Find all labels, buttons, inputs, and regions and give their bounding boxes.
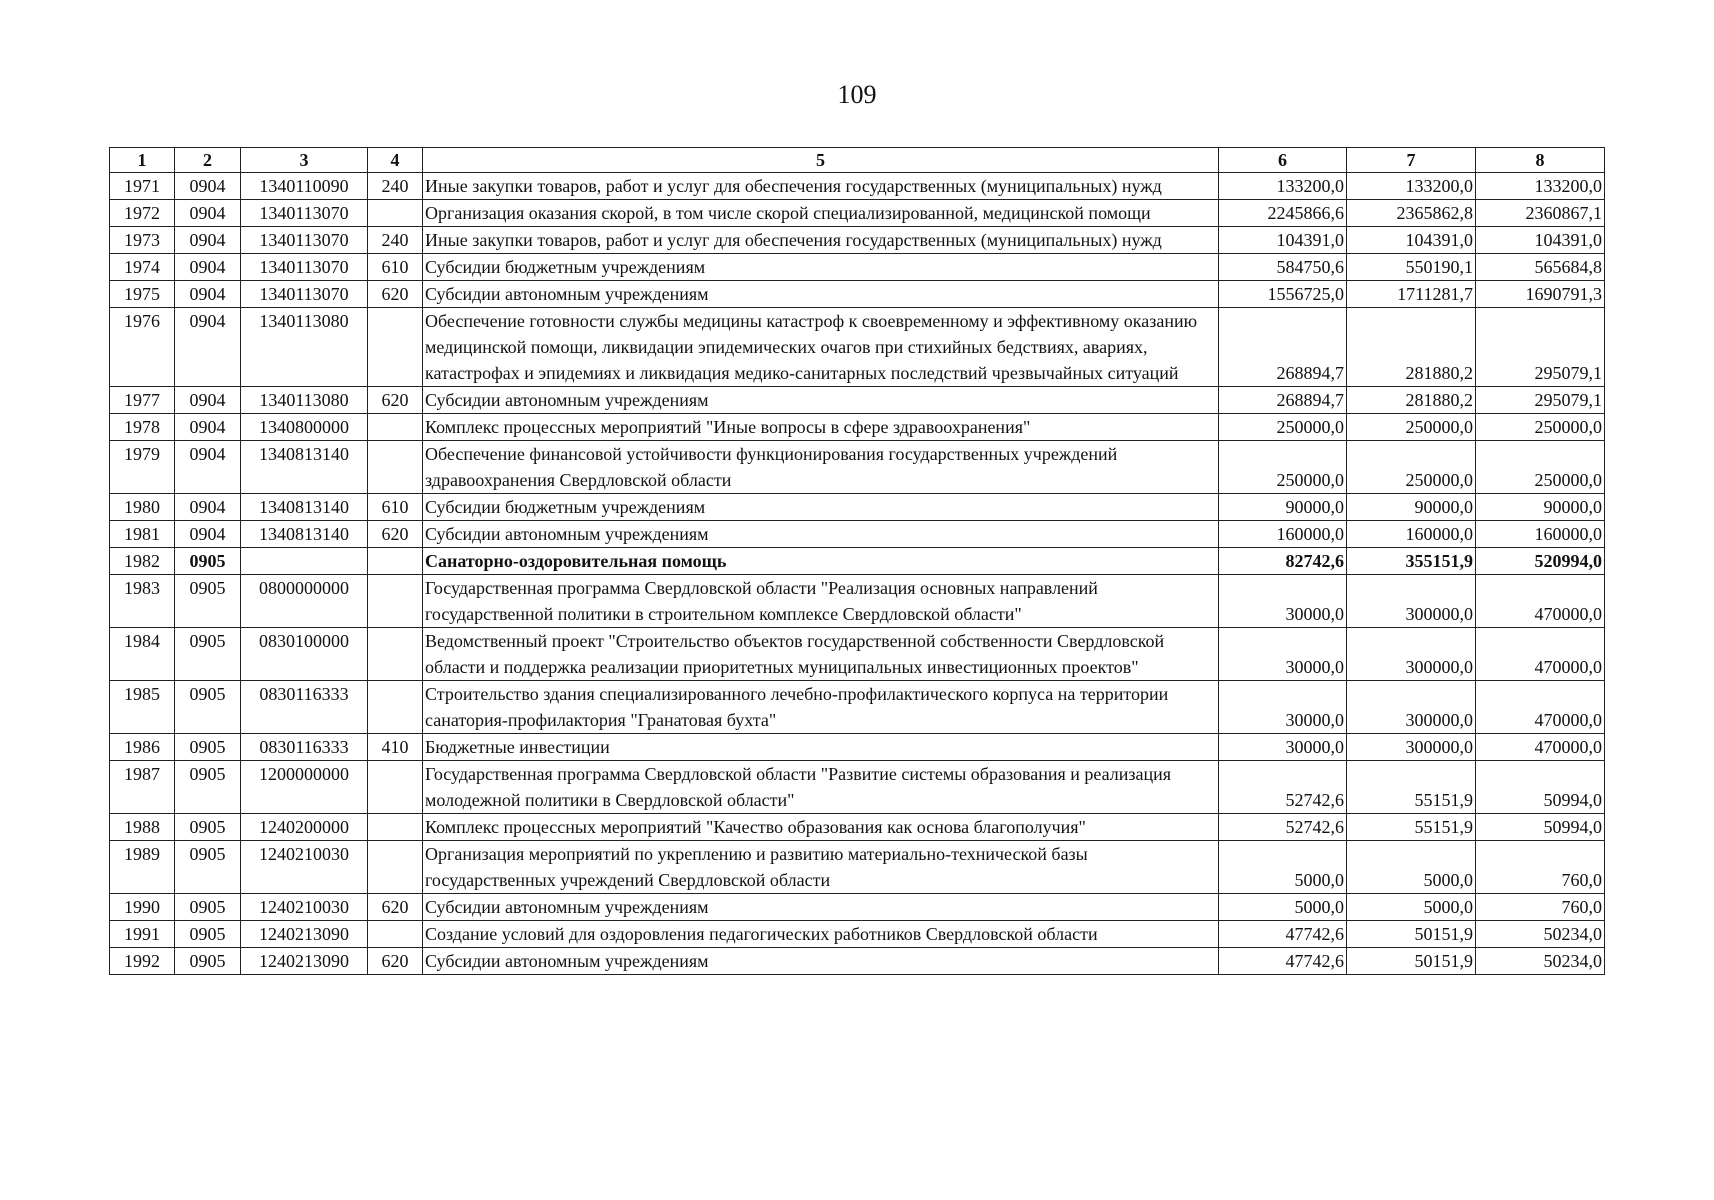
header-cell: 2 bbox=[175, 148, 241, 173]
description-cell: Государственная программа Свердловской области "Реализация основных направлений государственной политики в строительном комплексе Свердловской области" bbox=[423, 575, 1219, 628]
expense-type-cell: 620 bbox=[368, 281, 423, 308]
expense-type-cell bbox=[368, 628, 423, 681]
amount-col8-cell: 2360867,1 bbox=[1476, 200, 1605, 227]
row-number-cell: 1971 bbox=[110, 173, 175, 200]
target-code-cell: 1340113070 bbox=[241, 281, 368, 308]
amount-col8-cell: 250000,0 bbox=[1476, 441, 1605, 494]
amount-col7-cell: 5000,0 bbox=[1347, 841, 1476, 894]
amount-col8-cell: 50994,0 bbox=[1476, 761, 1605, 814]
header-cell: 6 bbox=[1219, 148, 1347, 173]
amount-col7-cell: 281880,2 bbox=[1347, 308, 1476, 387]
section-code-cell: 0905 bbox=[175, 548, 241, 575]
amount-col6-cell: 47742,6 bbox=[1219, 948, 1347, 975]
amount-col6-cell: 5000,0 bbox=[1219, 894, 1347, 921]
amount-col6-cell: 30000,0 bbox=[1219, 681, 1347, 734]
amount-col8-cell: 760,0 bbox=[1476, 841, 1605, 894]
header-row bbox=[110, 148, 1605, 173]
amount-col8-cell: 470000,0 bbox=[1476, 681, 1605, 734]
section-code-cell: 0905 bbox=[175, 814, 241, 841]
row-number-cell: 1977 bbox=[110, 387, 175, 414]
section-code-cell: 0905 bbox=[175, 575, 241, 628]
target-code-cell: 1240200000 bbox=[241, 814, 368, 841]
target-code-cell: 1200000000 bbox=[241, 761, 368, 814]
expense-type-cell: 620 bbox=[368, 387, 423, 414]
expense-type-cell bbox=[368, 414, 423, 441]
description-cell: Организация оказания скорой, в том числе скорой специализированной, медицинской помощи bbox=[423, 200, 1219, 227]
amount-col7-cell: 104391,0 bbox=[1347, 227, 1476, 254]
table-row bbox=[110, 575, 1605, 628]
target-code-cell: 1340800000 bbox=[241, 414, 368, 441]
expense-type-cell: 410 bbox=[368, 734, 423, 761]
description-cell: Субсидии автономным учреждениям bbox=[423, 948, 1219, 975]
expense-type-cell: 620 bbox=[368, 521, 423, 548]
expense-type-cell bbox=[368, 681, 423, 734]
target-code-cell: 1340113070 bbox=[241, 227, 368, 254]
expense-type-cell: 620 bbox=[368, 894, 423, 921]
amount-col6-cell: 30000,0 bbox=[1219, 734, 1347, 761]
description-cell: Субсидии бюджетным учреждениям bbox=[423, 254, 1219, 281]
amount-col6-cell: 82742,6 bbox=[1219, 548, 1347, 575]
header-cell: 7 bbox=[1347, 148, 1476, 173]
row-number-cell: 1982 bbox=[110, 548, 175, 575]
header-cell: 1 bbox=[110, 148, 175, 173]
row-number-cell: 1972 bbox=[110, 200, 175, 227]
section-code-cell: 0904 bbox=[175, 308, 241, 387]
page-number: 109 bbox=[837, 80, 877, 109]
description-cell: Государственная программа Свердловской области "Развитие системы образования и реализация молодежной политики в Свердловской области" bbox=[423, 761, 1219, 814]
target-code-cell: 1340813140 bbox=[241, 494, 368, 521]
table-row bbox=[110, 227, 1605, 254]
expense-type-cell: 620 bbox=[368, 948, 423, 975]
section-code-cell: 0905 bbox=[175, 628, 241, 681]
section-code-cell: 0904 bbox=[175, 281, 241, 308]
amount-col6-cell: 52742,6 bbox=[1219, 814, 1347, 841]
amount-col7-cell: 300000,0 bbox=[1347, 628, 1476, 681]
description-cell: Обеспечение финансовой устойчивости функционирования государственных учреждений здравоохранения Свердловской области bbox=[423, 441, 1219, 494]
table-row bbox=[110, 841, 1605, 894]
table-row bbox=[110, 548, 1605, 575]
row-number-cell: 1974 bbox=[110, 254, 175, 281]
amount-col8-cell: 90000,0 bbox=[1476, 494, 1605, 521]
description-cell: Строительство здания специализированного лечебно-профилактического корпуса на территории санатория-профилактория "Гранатовая бухта" bbox=[423, 681, 1219, 734]
section-code-cell: 0905 bbox=[175, 921, 241, 948]
section-code-cell: 0905 bbox=[175, 948, 241, 975]
section-code-cell: 0904 bbox=[175, 494, 241, 521]
amount-col7-cell: 133200,0 bbox=[1347, 173, 1476, 200]
expense-type-cell: 610 bbox=[368, 494, 423, 521]
amount-col6-cell: 104391,0 bbox=[1219, 227, 1347, 254]
table-row bbox=[110, 521, 1605, 548]
target-code-cell: 0830100000 bbox=[241, 628, 368, 681]
expense-type-cell: 240 bbox=[368, 227, 423, 254]
description-cell: Субсидии автономным учреждениям bbox=[423, 894, 1219, 921]
amount-col6-cell: 250000,0 bbox=[1219, 441, 1347, 494]
description-cell: Субсидии бюджетным учреждениям bbox=[423, 494, 1219, 521]
expense-type-cell bbox=[368, 761, 423, 814]
description-cell: Комплекс процессных мероприятий "Качество образования как основа благополучия" bbox=[423, 814, 1219, 841]
expense-type-cell: 610 bbox=[368, 254, 423, 281]
header-cell: 4 bbox=[368, 148, 423, 173]
section-code-cell: 0905 bbox=[175, 761, 241, 814]
row-number-cell: 1988 bbox=[110, 814, 175, 841]
amount-col7-cell: 50151,9 bbox=[1347, 948, 1476, 975]
expense-type-cell bbox=[368, 921, 423, 948]
table-row bbox=[110, 948, 1605, 975]
amount-col7-cell: 550190,1 bbox=[1347, 254, 1476, 281]
section-code-cell: 0905 bbox=[175, 734, 241, 761]
section-code-cell: 0904 bbox=[175, 414, 241, 441]
amount-col6-cell: 2245866,6 bbox=[1219, 200, 1347, 227]
section-code-cell: 0904 bbox=[175, 387, 241, 414]
budget-table bbox=[109, 147, 1605, 975]
row-number-cell: 1987 bbox=[110, 761, 175, 814]
section-code-cell: 0904 bbox=[175, 521, 241, 548]
amount-col6-cell: 133200,0 bbox=[1219, 173, 1347, 200]
expense-type-cell bbox=[368, 308, 423, 387]
row-number-cell: 1983 bbox=[110, 575, 175, 628]
amount-col6-cell: 1556725,0 bbox=[1219, 281, 1347, 308]
section-code-cell: 0904 bbox=[175, 200, 241, 227]
amount-col8-cell: 565684,8 bbox=[1476, 254, 1605, 281]
target-code-cell: 0830116333 bbox=[241, 734, 368, 761]
expense-type-cell bbox=[368, 441, 423, 494]
amount-col6-cell: 30000,0 bbox=[1219, 628, 1347, 681]
description-cell: Создание условий для оздоровления педагогических работников Свердловской области bbox=[423, 921, 1219, 948]
expense-type-cell: 240 bbox=[368, 173, 423, 200]
amount-col8-cell: 470000,0 bbox=[1476, 734, 1605, 761]
row-number-cell: 1979 bbox=[110, 441, 175, 494]
target-code-cell: 1240213090 bbox=[241, 948, 368, 975]
target-code-cell: 1340113080 bbox=[241, 308, 368, 387]
table-row bbox=[110, 308, 1605, 387]
amount-col8-cell: 50234,0 bbox=[1476, 948, 1605, 975]
target-code-cell: 0800000000 bbox=[241, 575, 368, 628]
amount-col7-cell: 1711281,7 bbox=[1347, 281, 1476, 308]
table-row bbox=[110, 387, 1605, 414]
description-cell: Ведомственный проект "Строительство объектов государственной собственности Свердловской области и поддержка реализации приоритетных муниципальных инвестиционных проектов" bbox=[423, 628, 1219, 681]
amount-col8-cell: 133200,0 bbox=[1476, 173, 1605, 200]
target-code-cell: 0830116333 bbox=[241, 681, 368, 734]
target-code-cell: 1340113070 bbox=[241, 254, 368, 281]
amount-col7-cell: 300000,0 bbox=[1347, 575, 1476, 628]
amount-col6-cell: 584750,6 bbox=[1219, 254, 1347, 281]
row-number-cell: 1976 bbox=[110, 308, 175, 387]
target-code-cell bbox=[241, 548, 368, 575]
row-number-cell: 1981 bbox=[110, 521, 175, 548]
table-row bbox=[110, 254, 1605, 281]
table-row bbox=[110, 494, 1605, 521]
amount-col6-cell: 47742,6 bbox=[1219, 921, 1347, 948]
description-cell: Иные закупки товаров, работ и услуг для обеспечения государственных (муниципальных) нужд bbox=[423, 173, 1219, 200]
section-code-cell: 0904 bbox=[175, 173, 241, 200]
amount-col8-cell: 50234,0 bbox=[1476, 921, 1605, 948]
amount-col6-cell: 250000,0 bbox=[1219, 414, 1347, 441]
row-number-cell: 1990 bbox=[110, 894, 175, 921]
header-cell: 3 bbox=[241, 148, 368, 173]
row-number-cell: 1973 bbox=[110, 227, 175, 254]
description-cell: Санаторно-оздоровительная помощь bbox=[423, 548, 1219, 575]
row-number-cell: 1991 bbox=[110, 921, 175, 948]
row-number-cell: 1984 bbox=[110, 628, 175, 681]
table-row bbox=[110, 814, 1605, 841]
section-code-cell: 0905 bbox=[175, 894, 241, 921]
amount-col6-cell: 52742,6 bbox=[1219, 761, 1347, 814]
table-row bbox=[110, 281, 1605, 308]
row-number-cell: 1978 bbox=[110, 414, 175, 441]
amount-col7-cell: 250000,0 bbox=[1347, 414, 1476, 441]
amount-col7-cell: 55151,9 bbox=[1347, 814, 1476, 841]
amount-col7-cell: 300000,0 bbox=[1347, 681, 1476, 734]
section-code-cell: 0905 bbox=[175, 681, 241, 734]
amount-col8-cell: 470000,0 bbox=[1476, 575, 1605, 628]
section-code-cell: 0905 bbox=[175, 841, 241, 894]
description-cell: Бюджетные инвестиции bbox=[423, 734, 1219, 761]
target-code-cell: 1340113070 bbox=[241, 200, 368, 227]
table-row bbox=[110, 441, 1605, 494]
description-cell: Обеспечение готовности службы медицины катастроф к своевременному и эффективному оказанию медицинской помощи, ликвидации эпидемических очагов при стихийных бедствиях, авариях, катастрофах и эпидемиях и ликвидация медико-санитарных последствий чрезвычайных ситуаций bbox=[423, 308, 1219, 387]
description-cell: Комплекс процессных мероприятий "Иные вопросы в сфере здравоохранения" bbox=[423, 414, 1219, 441]
table-row bbox=[110, 761, 1605, 814]
amount-col8-cell: 760,0 bbox=[1476, 894, 1605, 921]
table-row bbox=[110, 628, 1605, 681]
amount-col8-cell: 50994,0 bbox=[1476, 814, 1605, 841]
amount-col6-cell: 268894,7 bbox=[1219, 308, 1347, 387]
section-code-cell: 0904 bbox=[175, 441, 241, 494]
amount-col6-cell: 160000,0 bbox=[1219, 521, 1347, 548]
amount-col8-cell: 520994,0 bbox=[1476, 548, 1605, 575]
description-cell: Субсидии автономным учреждениям bbox=[423, 387, 1219, 414]
table-row bbox=[110, 921, 1605, 948]
expense-type-cell bbox=[368, 200, 423, 227]
amount-col6-cell: 268894,7 bbox=[1219, 387, 1347, 414]
header-cell: 5 bbox=[423, 148, 1219, 173]
table-row bbox=[110, 734, 1605, 761]
target-code-cell: 1240210030 bbox=[241, 894, 368, 921]
amount-col7-cell: 160000,0 bbox=[1347, 521, 1476, 548]
row-number-cell: 1985 bbox=[110, 681, 175, 734]
target-code-cell: 1240210030 bbox=[241, 841, 368, 894]
amount-col7-cell: 281880,2 bbox=[1347, 387, 1476, 414]
amount-col7-cell: 90000,0 bbox=[1347, 494, 1476, 521]
description-cell: Иные закупки товаров, работ и услуг для обеспечения государственных (муниципальных) нужд bbox=[423, 227, 1219, 254]
target-code-cell: 1340813140 bbox=[241, 521, 368, 548]
target-code-cell: 1340113080 bbox=[241, 387, 368, 414]
description-cell: Организация мероприятий по укреплению и развитию материально-технической базы государственных учреждений Свердловской области bbox=[423, 841, 1219, 894]
amount-col7-cell: 50151,9 bbox=[1347, 921, 1476, 948]
row-number-cell: 1975 bbox=[110, 281, 175, 308]
row-number-cell: 1989 bbox=[110, 841, 175, 894]
amount-col6-cell: 30000,0 bbox=[1219, 575, 1347, 628]
amount-col7-cell: 2365862,8 bbox=[1347, 200, 1476, 227]
table-row bbox=[110, 173, 1605, 200]
section-code-cell: 0904 bbox=[175, 227, 241, 254]
target-code-cell: 1340813140 bbox=[241, 441, 368, 494]
row-number-cell: 1992 bbox=[110, 948, 175, 975]
target-code-cell: 1340110090 bbox=[241, 173, 368, 200]
amount-col6-cell: 90000,0 bbox=[1219, 494, 1347, 521]
amount-col6-cell: 5000,0 bbox=[1219, 841, 1347, 894]
amount-col8-cell: 250000,0 bbox=[1476, 414, 1605, 441]
table-body bbox=[110, 173, 1605, 975]
expense-type-cell bbox=[368, 841, 423, 894]
description-cell: Субсидии автономным учреждениям bbox=[423, 281, 1219, 308]
amount-col8-cell: 295079,1 bbox=[1476, 308, 1605, 387]
amount-col7-cell: 250000,0 bbox=[1347, 441, 1476, 494]
amount-col8-cell: 470000,0 bbox=[1476, 628, 1605, 681]
table-row bbox=[110, 681, 1605, 734]
amount-col8-cell: 160000,0 bbox=[1476, 521, 1605, 548]
amount-col8-cell: 1690791,3 bbox=[1476, 281, 1605, 308]
row-number-cell: 1980 bbox=[110, 494, 175, 521]
description-cell: Субсидии автономным учреждениям bbox=[423, 521, 1219, 548]
section-code-cell: 0904 bbox=[175, 254, 241, 281]
amount-col7-cell: 5000,0 bbox=[1347, 894, 1476, 921]
expense-type-cell bbox=[368, 575, 423, 628]
table-row bbox=[110, 200, 1605, 227]
table-row bbox=[110, 894, 1605, 921]
expense-type-cell bbox=[368, 814, 423, 841]
amount-col7-cell: 300000,0 bbox=[1347, 734, 1476, 761]
row-number-cell: 1986 bbox=[110, 734, 175, 761]
expense-type-cell bbox=[368, 548, 423, 575]
amount-col8-cell: 104391,0 bbox=[1476, 227, 1605, 254]
header-cell: 8 bbox=[1476, 148, 1605, 173]
amount-col7-cell: 55151,9 bbox=[1347, 761, 1476, 814]
amount-col7-cell: 355151,9 bbox=[1347, 548, 1476, 575]
target-code-cell: 1240213090 bbox=[241, 921, 368, 948]
amount-col8-cell: 295079,1 bbox=[1476, 387, 1605, 414]
table-row bbox=[110, 414, 1605, 441]
